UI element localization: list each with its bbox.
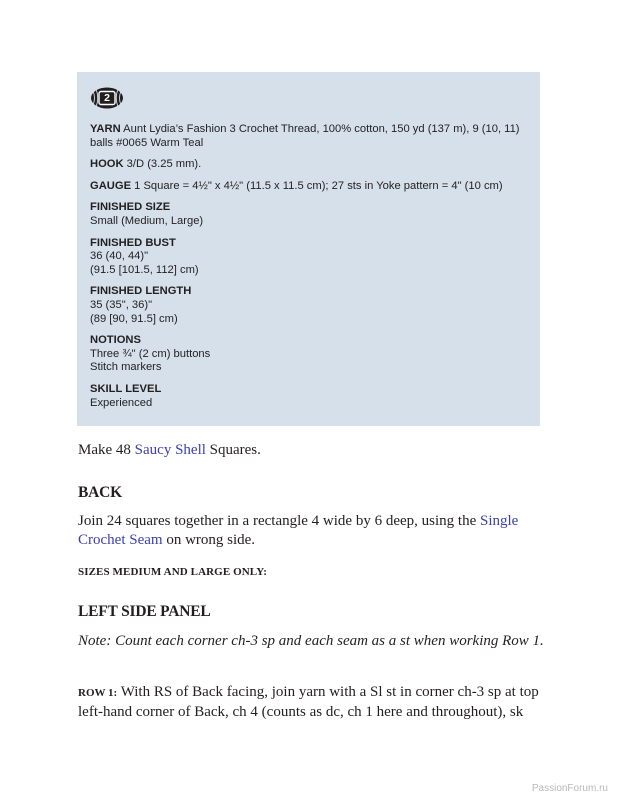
notions-spec (90, 334, 527, 375)
hook-text: 3/D (3.25 mm). (126, 158, 202, 171)
finished-bust-spec (90, 237, 527, 278)
back-paragraph (78, 512, 548, 550)
finished-length-label: FINISHED LENGTH (90, 285, 192, 298)
yarn-text: Aunt Lydia’s Fashion 3 Crochet Thread, 100% cotton, 150 yd (137 m), 9 (10, 11) balls #0065 Warm Teal (90, 123, 520, 149)
finished-size-label: FINISHED SIZE (90, 201, 171, 214)
finished-size-line: Small (Medium, Large) (90, 214, 204, 227)
finished-length-line: 35 (35", 36)" (90, 298, 153, 311)
notions-label: NOTIONS (90, 334, 141, 347)
gauge-text: 1 Square = 4½" x 4½" (11.5 x 11.5 cm); 27 sts in Yoke pattern = 4" (10 cm) (134, 179, 503, 192)
row-1-label: ROW 1: (78, 687, 118, 699)
make-text-end: Squares. (205, 442, 261, 458)
panel-note: Note: Count each corner ch-3 sp and each seam as a st when working Row 1. (78, 633, 544, 649)
yarn-label: YARN (90, 123, 121, 135)
finished-bust-line: (91.5 [101.5, 112] cm) (90, 263, 199, 276)
materials-info-box (77, 72, 540, 426)
row-1-text: With RS of Back facing, join yarn with a Sl st in corner ch-3 sp at top left-hand corner of Back, ch 4 (counts as dc, ch 1 here and throughout), sk (78, 684, 539, 720)
skill-level-spec (90, 383, 527, 410)
make-text: Make 48 (78, 442, 135, 458)
yarn-spec (90, 123, 527, 150)
back-text: Join 24 squares together in a rectangle 4 wide by 6 deep, using the (78, 513, 480, 529)
yarn-weight-number: 2 (104, 92, 110, 104)
watermark: PassionForum.ru (531, 783, 608, 794)
single-crochet-seam-link[interactable]: Single Crochet Seam (78, 513, 519, 548)
finished-size-spec (90, 201, 527, 228)
finished-bust-label: FINISHED BUST (90, 236, 176, 249)
yarn-weight-badge (90, 87, 124, 109)
finished-bust-line: 36 (40, 44)" (90, 250, 149, 263)
notions-line: Three ¾" (2 cm) buttons (90, 347, 211, 360)
back-text-end: on wrong side. (162, 532, 256, 548)
finished-length-line: (89 [90, 91.5] cm) (90, 312, 178, 325)
finished-length-spec (90, 285, 527, 326)
saucy-shell-link[interactable]: Saucy Shell (134, 442, 206, 458)
back-heading: BACK (78, 484, 122, 501)
gauge-label: GAUGE (90, 179, 132, 192)
skill-level-label: SKILL LEVEL (90, 382, 162, 395)
hook-label: HOOK (90, 158, 124, 171)
left-side-panel-heading: LEFT SIDE PANEL (78, 603, 211, 620)
hook-spec (90, 158, 527, 172)
gauge-spec (90, 180, 527, 194)
sizes-medium-large-heading: SIZES MEDIUM AND LARGE ONLY: (78, 566, 268, 578)
make-squares-paragraph (78, 441, 548, 460)
row-1-paragraph (78, 683, 548, 722)
notions-line: Stitch markers (90, 361, 162, 374)
skill-level-line: Experienced (90, 396, 153, 409)
